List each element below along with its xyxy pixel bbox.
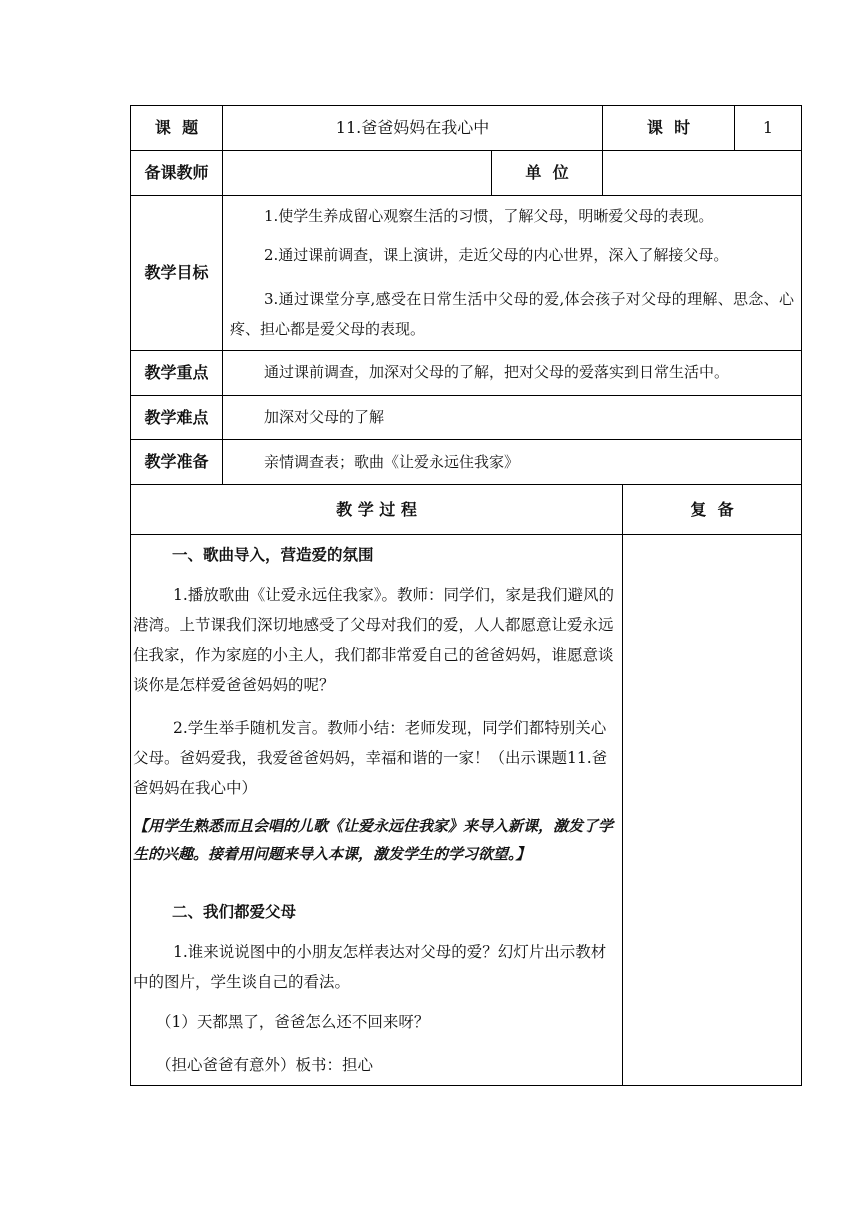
table-border xyxy=(130,395,802,396)
table-border xyxy=(130,534,802,535)
goal-item: 2.通过课前调查，课上演讲，走近父母的内心世界，深入了解接父母。 xyxy=(264,246,729,264)
table-border xyxy=(130,195,802,196)
table-border xyxy=(130,350,802,351)
process-paragraph: （担心爸爸有意外）板书：担心 xyxy=(156,1056,374,1074)
unit-value xyxy=(603,151,801,195)
key-points-value: 通过课前调查，加深对父母的了解，把对父母的爱落实到日常生活中。 xyxy=(264,363,730,381)
review-header: 复 备 xyxy=(690,499,734,519)
preparation-label: 教学准备 xyxy=(144,452,209,472)
topic-value: 11.爸爸妈妈在我心中 xyxy=(335,118,490,138)
section-title: 一、歌曲导入，营造爱的氛围 xyxy=(172,546,374,564)
period-value: 1 xyxy=(762,118,774,138)
process-paragraph: （1）天都黑了，爸爸怎么还不回来呀？ xyxy=(156,1013,430,1031)
table-border xyxy=(622,484,623,1086)
topic-label: 课 题 xyxy=(154,118,199,138)
table-border xyxy=(130,439,802,440)
difficulties-value: 加深对父母的了解 xyxy=(264,408,385,426)
goal-item: 3.通过课堂分享,感受在日常生活中父母的爱,体会孩子对父母的理解、思念、心疼、担心都是爱父母的表现。 xyxy=(230,290,794,338)
process-paragraph: 2.学生举手随机发言。教师小结：老师发现，同学们都特别关心父母。爸妈爱我，我爱爸爸妈妈，幸福和谐的一家！（出示课题11.爸爸妈妈在我心中） xyxy=(133,719,608,797)
preparation-value: 亲情调查表；歌曲《让爱永远住我家》 xyxy=(264,453,520,471)
process-paragraph: 1.谁来说说图中的小朋友怎样表达对父母的爱？幻灯片出示教材中的图片，学生谈自己的看法。 xyxy=(133,943,607,991)
design-note: 【用学生熟悉而且会唱的儿歌《让爱永远住我家》来导入新课，激发了学生的兴趣。接着用问题来导入本课，激发学生的学习欲望。】 xyxy=(133,817,614,863)
process-paragraph: 1.播放歌曲《让爱永远住我家》。教师：同学们，家是我们避风的港湾。上节课我们深切地感受了父母对我们的爱，人人都愿意让爱永远住我家，作为家庭的小主人，我们都非常爱自己的爸爸妈妈，谁愿意谈谈你是怎样爱爸爸妈妈的呢？ xyxy=(133,586,615,694)
table-border xyxy=(801,105,802,1086)
goal-item: 1.使学生养成留心观察生活的习惯，了解父母，明晰爱父母的表现。 xyxy=(264,207,714,225)
key-points-label: 教学重点 xyxy=(144,363,209,383)
unit-label: 单 位 xyxy=(525,163,569,183)
period-label: 课 时 xyxy=(646,118,691,138)
goals-label: 教学目标 xyxy=(144,263,209,283)
difficulties-label: 教学难点 xyxy=(144,407,209,427)
teacher-value xyxy=(223,151,491,195)
section-title: 二、我们都爱父母 xyxy=(172,903,297,921)
table-border xyxy=(130,1085,802,1086)
teacher-label: 备课教师 xyxy=(144,163,209,183)
process-header: 教 学 过 程 xyxy=(336,499,417,519)
